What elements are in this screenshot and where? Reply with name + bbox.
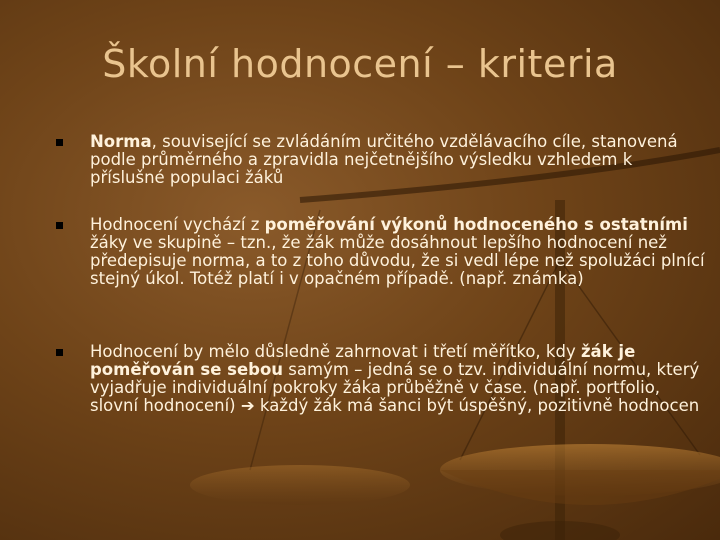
- body-text: Hodnocení by mělo důsledně zahrnovat i třetí měřítko, kdy: [90, 342, 581, 361]
- body-text: žáky ve skupině – tzn., že žák může dosáhnout lepšího hodnocení než předepisuje norma, a to z toho důvodu, že si vedl lépe než spolužáci plnící stejný úkol. Totéž platí i v opačném případě. (např. známka): [90, 233, 705, 288]
- bullet-icon: [56, 349, 63, 356]
- slide-title: Školní hodnocení – kriteria: [102, 42, 618, 86]
- emphasis-text: poměřování výkonů hodnoceného s ostatními: [264, 215, 688, 234]
- item-text: [90, 216, 710, 288]
- body-text: každý žák má šanci být úspěšný, pozitivně hodnocen: [254, 396, 700, 415]
- arrow-right-icon: ➔: [240, 396, 255, 415]
- body-text: , související se zvládáním určitého vzdělávacího cíle, stanovená podle průměrného a zpravidla nejčetnějšího výsledku vzhledem k příslušné populaci žáků: [90, 132, 678, 187]
- item-text: [90, 343, 710, 415]
- emphasis-text: Norma: [90, 132, 152, 151]
- item-text: [90, 133, 710, 187]
- bullet-icon: [56, 139, 63, 146]
- emphasis-text: žák je poměřován se sebou: [90, 342, 636, 379]
- body-text: samým – jedná se o tzv. individuální normu, který vyjadřuje individuální pokroky žáka průběžně v čase. (např. portfolio, slovní hodnocení): [90, 360, 700, 415]
- body-text: Hodnocení vychází z: [90, 215, 265, 234]
- bullet-icon: [56, 222, 63, 229]
